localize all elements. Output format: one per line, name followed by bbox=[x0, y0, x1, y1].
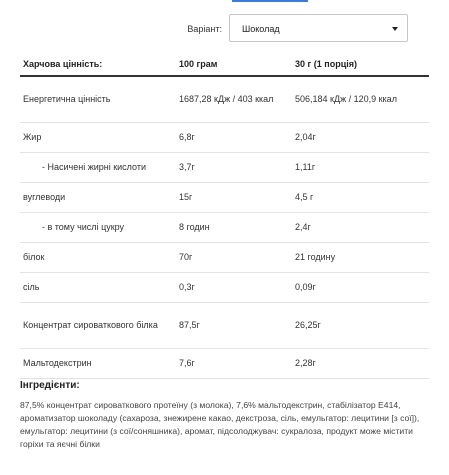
nutrient-name: Концентрат сироваткового білка bbox=[20, 303, 176, 349]
table-row bbox=[20, 123, 429, 153]
table-row bbox=[20, 349, 429, 379]
value-per-serving: 21 годину bbox=[292, 243, 429, 273]
table-row bbox=[20, 213, 429, 243]
value-per-serving: 0,09г bbox=[292, 273, 429, 303]
table-row bbox=[20, 303, 429, 349]
variant-selected-value: Шоколад bbox=[242, 24, 280, 34]
nutrient-name: Мальтодекстрин bbox=[20, 349, 176, 379]
nutrient-name: Енергетична цінність bbox=[20, 76, 176, 123]
value-per-serving: 2,04г bbox=[292, 123, 429, 153]
table-row bbox=[20, 243, 429, 273]
header-per-serving: 30 г (1 порція) bbox=[292, 53, 429, 76]
nutrient-name: Жир bbox=[20, 123, 176, 153]
nutrient-name: сіль bbox=[20, 273, 176, 303]
ingredients-text: 87,5% концентрат сироваткового протеїну (з молока), 7,6% мальтодекстрин, стабілізатор Е414, ароматизатор шоколаду (сахароза, знежирене какао, декстроза, сіль, емульгатор: лецитини [з сої]), емульгатор: лецитини (з сої/соняшника), аромат, підсолоджувач: сукралоза, продукт може містити горіхи та яєчні білки bbox=[20, 400, 420, 449]
nutrition-table-container bbox=[20, 53, 429, 379]
nutrition-table bbox=[20, 53, 429, 379]
value-per-100g: 7,6г bbox=[176, 349, 292, 379]
nutrient-name: - Насичені жирні кислоти bbox=[20, 153, 176, 183]
table-row bbox=[20, 273, 429, 303]
value-per-100g: 8 годин bbox=[176, 213, 292, 243]
table-row bbox=[20, 183, 429, 213]
value-per-serving: 2,28г bbox=[292, 349, 429, 379]
header-per-100g: 100 грам bbox=[176, 53, 292, 76]
value-per-serving: 506,184 кДж / 120,9 ккал bbox=[292, 76, 429, 123]
variant-dropdown[interactable] bbox=[229, 14, 408, 42]
value-per-100g: 6,8г bbox=[176, 123, 292, 153]
value-per-serving: 1,11г bbox=[292, 153, 429, 183]
ingredients-title: Інгредієнти: bbox=[20, 380, 80, 391]
table-row bbox=[20, 76, 429, 123]
value-per-serving: 4,5 г bbox=[292, 183, 429, 213]
header-nutrient: Харчова цінність: bbox=[20, 53, 176, 76]
nutrition-table-header bbox=[20, 53, 429, 76]
value-per-serving: 2,4г bbox=[292, 213, 429, 243]
table-row bbox=[20, 153, 429, 183]
value-per-100g: 87,5г bbox=[176, 303, 292, 349]
nutrient-name: білок bbox=[20, 243, 176, 273]
value-per-100g: 3,7г bbox=[176, 153, 292, 183]
value-per-100g: 15г bbox=[176, 183, 292, 213]
nutrient-name: вуглеводи bbox=[20, 183, 176, 213]
variant-selector-row bbox=[0, 14, 449, 44]
variant-label: Варіант: bbox=[187, 24, 222, 34]
value-per-serving: 26,25г bbox=[292, 303, 429, 349]
chevron-down-icon bbox=[392, 27, 398, 31]
value-per-100g: 1687,28 кДж / 403 ккал bbox=[176, 76, 292, 123]
active-tab-indicator bbox=[232, 0, 308, 2]
value-per-100g: 70г bbox=[176, 243, 292, 273]
nutrient-name: - в тому числі цукру bbox=[20, 213, 176, 243]
value-per-100g: 0,3г bbox=[176, 273, 292, 303]
